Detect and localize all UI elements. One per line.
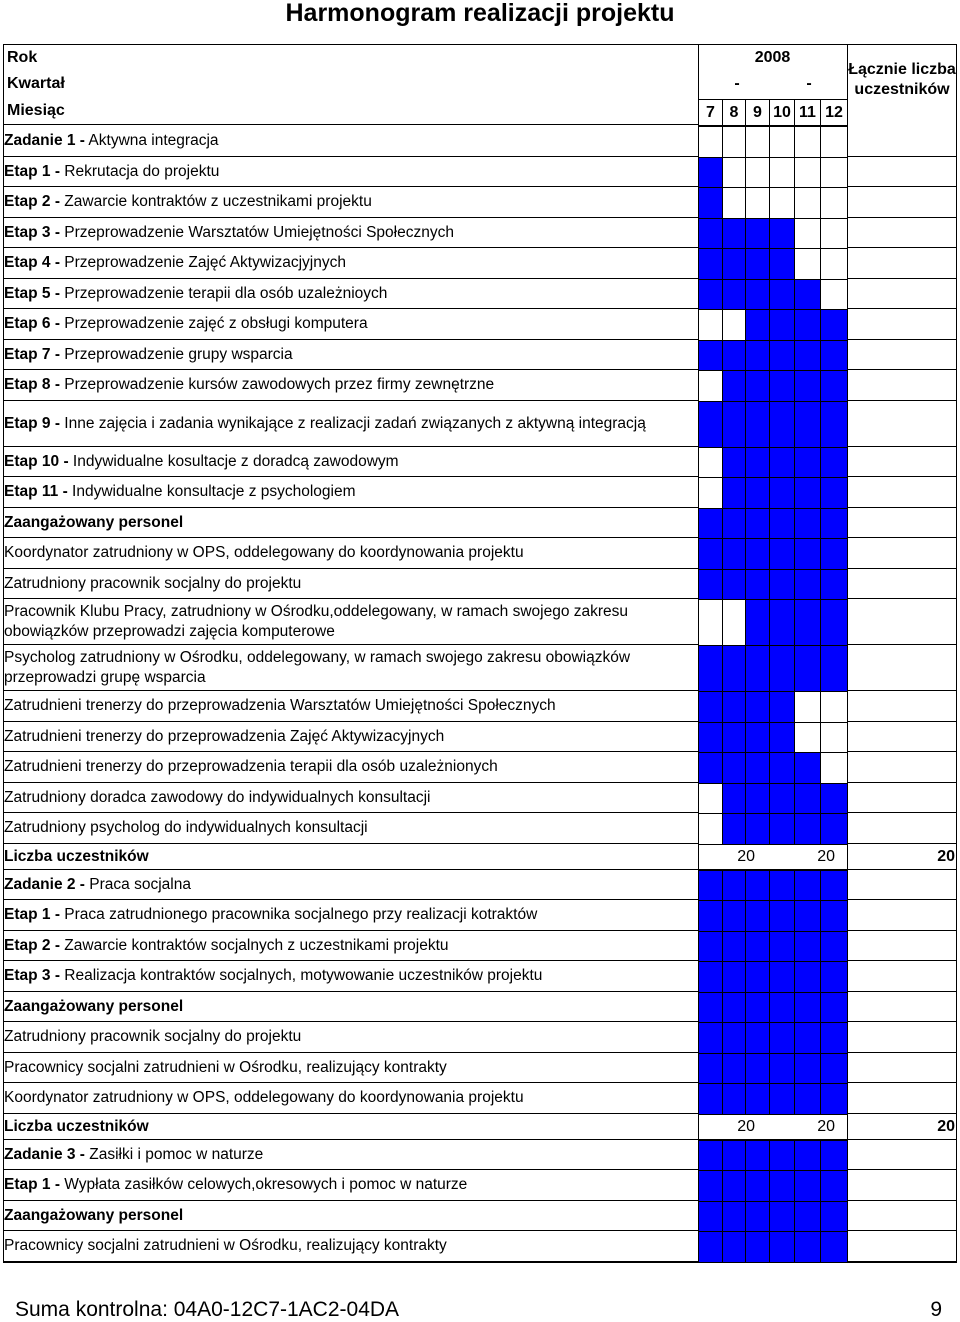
- schedule-cell: [698, 340, 723, 372]
- schedule-cell: [745, 538, 770, 570]
- schedule-cell: [769, 218, 795, 250]
- page-title: Harmonogram realizacji projektu: [285, 0, 675, 27]
- schedule-cell: [722, 722, 746, 754]
- schedule-cell: [698, 1140, 723, 1172]
- schedule-cell: [745, 477, 770, 509]
- schedule-cell: [794, 931, 821, 963]
- schedule-cell: [745, 508, 770, 540]
- year-value: 2008: [754, 49, 791, 66]
- schedule-cell: [820, 340, 848, 372]
- schedule-cell: [698, 1083, 723, 1115]
- schedule-cell: [698, 1053, 723, 1085]
- schedule-cell: [698, 992, 723, 1024]
- schedule-cell: [745, 722, 770, 754]
- schedule-cell: [769, 992, 795, 1024]
- schedule-cell: [698, 931, 723, 963]
- schedule-cell: [820, 1053, 848, 1085]
- schedule-cell: [722, 870, 746, 902]
- schedule-cell: [769, 599, 795, 646]
- schedule-cell: [794, 447, 821, 479]
- schedule-cell: [794, 1053, 821, 1085]
- schedule-cell: [820, 1022, 848, 1054]
- schedule-cell: [820, 309, 848, 341]
- row-label: Zatrudnieni trenerzy do przeprowadzenia Zajęć Aktywizacyjnych: [4, 727, 445, 745]
- schedule-cell: [745, 187, 770, 219]
- row-label: Etap 1 - Rekrutacja do projektu: [4, 162, 220, 180]
- schedule-cell: [820, 126, 848, 158]
- schedule-cell: [745, 992, 770, 1024]
- schedule-cell: [769, 508, 795, 540]
- schedule-cell: [722, 309, 746, 341]
- schedule-cell: [745, 691, 770, 723]
- schedule-cell: [820, 538, 848, 570]
- schedule-cell: [820, 813, 848, 845]
- schedule-cell: [722, 401, 746, 448]
- schedule-cell: [794, 126, 821, 158]
- schedule-cell: [745, 218, 770, 250]
- schedule-cell: [769, 722, 795, 754]
- schedule-cell: [769, 931, 795, 963]
- schedule-cell: [722, 370, 746, 402]
- schedule-cell: [769, 870, 795, 902]
- schedule-cell: [820, 447, 848, 479]
- schedule-cell: [722, 569, 746, 601]
- schedule-cell: [794, 508, 821, 540]
- schedule-cell: [745, 931, 770, 963]
- schedule-cell: [722, 931, 746, 963]
- schedule-cell: [769, 126, 795, 158]
- schedule-cell: [745, 1083, 770, 1115]
- schedule-cell: [722, 992, 746, 1024]
- schedule-cell: [769, 1022, 795, 1054]
- schedule-cell: [722, 1170, 746, 1202]
- schedule-cell: [820, 599, 848, 646]
- schedule-cell: [745, 1022, 770, 1054]
- month-11: 11: [794, 99, 821, 126]
- row-label: Etap 3 - Realizacja kontraktów socjalnych, motywowanie uczestników projektu: [4, 967, 543, 985]
- schedule-cell: [722, 477, 746, 509]
- schedule-cell: [769, 1231, 795, 1263]
- participants-value: 20: [737, 847, 755, 865]
- month-8: 8: [722, 99, 746, 126]
- schedule-cell: [769, 752, 795, 784]
- schedule-cell: [698, 900, 723, 932]
- participants-value: 20: [737, 1117, 755, 1135]
- schedule-cell: [722, 752, 746, 784]
- row-label: Liczba uczestników: [4, 1117, 149, 1135]
- schedule-cell: [722, 900, 746, 932]
- schedule-cell: [745, 870, 770, 902]
- schedule-cell: [794, 157, 821, 189]
- row-label: Pracownicy socjalni zatrudnieni w Ośrodku, realizujący kontrakty: [4, 1237, 447, 1255]
- schedule-cell: [745, 1053, 770, 1085]
- schedule-cell: [722, 813, 746, 845]
- schedule-cell: [794, 1083, 821, 1115]
- schedule-cell: [722, 187, 746, 219]
- schedule-cell: [698, 569, 723, 601]
- schedule-cell: [745, 248, 770, 280]
- row-label: Etap 2 - Zawarcie kontraktów socjalnych z uczestnikami projektu: [4, 936, 449, 954]
- schedule-cell: [745, 900, 770, 932]
- header-label: Miesiąc: [7, 102, 65, 119]
- row-label: Zaangażowany personel: [4, 513, 184, 531]
- schedule-cell: [794, 599, 821, 646]
- schedule-cell: [820, 783, 848, 815]
- schedule-cell: [722, 1231, 746, 1263]
- schedule-cell: [698, 279, 723, 311]
- schedule-cell: [698, 309, 723, 341]
- schedule-cell: [722, 961, 746, 993]
- schedule-cell: [698, 218, 723, 250]
- row-label: Zatrudniony pracownik socjalny do projektu: [4, 574, 302, 592]
- row-label: Zaangażowany personel: [4, 1206, 184, 1224]
- participants-value: 20: [817, 1117, 835, 1135]
- row-label: Zatrudniony psycholog do indywidualnych konsultacji: [4, 819, 368, 837]
- column-divider: [847, 44, 848, 1263]
- schedule-cell: [698, 961, 723, 993]
- schedule-cell: [820, 401, 848, 448]
- schedule-cell: [745, 157, 770, 189]
- schedule-cell: [769, 813, 795, 845]
- schedule-cell: [820, 508, 848, 540]
- schedule-cell: [769, 1140, 795, 1172]
- schedule-cell: [722, 447, 746, 479]
- schedule-cell: [769, 1083, 795, 1115]
- schedule-cell: [698, 599, 723, 646]
- schedule-cell: [722, 538, 746, 570]
- schedule-cell: [820, 961, 848, 993]
- schedule-cell: [794, 1170, 821, 1202]
- month-10: 10: [769, 99, 795, 126]
- row-label: Pracownik Klubu Pracy, zatrudniony w Ośrodku,oddelegowany, w ramach swojego zakresu obowiązków przeprowadzi zajęcia komputerowe: [4, 603, 629, 640]
- header-label: Rok: [7, 49, 38, 66]
- schedule-cell: [794, 813, 821, 845]
- month-9: 9: [745, 99, 770, 126]
- schedule-cell: [722, 783, 746, 815]
- row-label: Koordynator zatrudniony w OPS, oddelegowany do koordynowania projektu: [4, 544, 524, 562]
- schedule-cell: [698, 870, 723, 902]
- schedule-cell: [745, 961, 770, 993]
- row-label: Etap 10 - Indywidualne kosultacje z doradcą zawodowym: [4, 452, 399, 470]
- row-label: Etap 1 - Praca zatrudnionego pracownika socjalnego przy realizacji kotraktów: [4, 906, 538, 924]
- schedule-cell: [794, 1022, 821, 1054]
- row-label: Pracownicy socjalni zatrudnieni w Ośrodku, realizujący kontrakty: [4, 1058, 447, 1076]
- schedule-cell: [722, 157, 746, 189]
- schedule-cell: [745, 401, 770, 448]
- schedule-cell: [722, 1083, 746, 1115]
- schedule-cell: [794, 340, 821, 372]
- schedule-cell: [745, 599, 770, 646]
- schedule-cell: [769, 691, 795, 723]
- schedule-cell: [698, 813, 723, 845]
- schedule-cell: [769, 783, 795, 815]
- row-label: Zatrudniony doradca zawodowy do indywidualnych konsultacji: [4, 788, 431, 806]
- schedule-cell: [698, 447, 723, 479]
- schedule-cell: [794, 477, 821, 509]
- schedule-cell: [745, 279, 770, 311]
- schedule-cell: [820, 248, 848, 280]
- schedule-cell: [769, 157, 795, 189]
- schedule-cell: [745, 1140, 770, 1172]
- schedule-cell: [698, 1231, 723, 1263]
- row-label: Zadanie 1 - Aktywna integracja: [4, 132, 219, 150]
- schedule-cell: [698, 248, 723, 280]
- schedule-cell: [794, 900, 821, 932]
- row-label: Etap 4 - Przeprowadzenie Zajęć Aktywizacjyjnych: [4, 254, 346, 272]
- row-label: Zadanie 2 - Praca socjalna: [4, 875, 191, 893]
- column-divider: [698, 44, 699, 1263]
- schedule-cell: [820, 1083, 848, 1115]
- schedule-cell: [794, 218, 821, 250]
- schedule-cell: [794, 1201, 821, 1233]
- schedule-cell: [820, 477, 848, 509]
- schedule-cell: [745, 370, 770, 402]
- row-label: Etap 11 - Indywidualne konsultacje z psychologiem: [4, 483, 356, 501]
- schedule-cell: [722, 279, 746, 311]
- schedule-cell: [745, 1201, 770, 1233]
- page-number: 9: [930, 1298, 942, 1321]
- schedule-cell: [769, 447, 795, 479]
- schedule-cell: [722, 508, 746, 540]
- schedule-cell: [820, 645, 848, 692]
- schedule-cell: [698, 1201, 723, 1233]
- schedule-cell: [698, 752, 723, 784]
- schedule-cell: [820, 569, 848, 601]
- row-label: Etap 2 - Zawarcie kontraktów z uczestnikami projektu: [4, 193, 372, 211]
- schedule-cell: [794, 401, 821, 448]
- schedule-cell: [769, 538, 795, 570]
- row-label: Zatrudnieni trenerzy do przeprowadzenia Warsztatów Umiejętności Społecznych: [4, 697, 556, 715]
- schedule-cell: [820, 752, 848, 784]
- schedule-cell: [722, 1022, 746, 1054]
- schedule-cell: [794, 961, 821, 993]
- schedule-cell: [769, 1053, 795, 1085]
- schedule-cell: [820, 1140, 848, 1172]
- participants-total: 20: [937, 847, 955, 865]
- schedule-cell: [745, 645, 770, 692]
- schedule-cell: [722, 126, 746, 158]
- schedule-cell: [722, 1140, 746, 1172]
- row-label: Etap 8 - Przeprowadzenie kursów zawodowych przez firmy zewnętrzne: [4, 376, 495, 394]
- schedule-cell: [820, 1201, 848, 1233]
- participants-value: 20: [817, 847, 835, 865]
- schedule-cell: [769, 961, 795, 993]
- schedule-cell: [820, 900, 848, 932]
- schedule-cell: [722, 1201, 746, 1233]
- schedule-cell: [794, 1140, 821, 1172]
- schedule-cell: [769, 187, 795, 219]
- schedule-cell: [745, 783, 770, 815]
- schedule-cell: [722, 248, 746, 280]
- row-label: Zatrudniony pracownik socjalny do projektu: [4, 1028, 302, 1046]
- month-12: 12: [820, 99, 848, 126]
- schedule-cell: [769, 279, 795, 311]
- schedule-cell: [698, 401, 723, 448]
- schedule-cell: [820, 931, 848, 963]
- row-label: Liczba uczestników: [4, 847, 149, 865]
- schedule-cell: [769, 1170, 795, 1202]
- header-label: Kwartał: [7, 75, 65, 92]
- participants-total: 20: [937, 1117, 955, 1135]
- schedule-cell: [794, 783, 821, 815]
- schedule-cell: [820, 187, 848, 219]
- schedule-cell: [820, 157, 848, 189]
- month-7: 7: [698, 99, 723, 126]
- schedule-cell: [698, 477, 723, 509]
- schedule-cell: [745, 309, 770, 341]
- row-label: Psycholog zatrudniony w Ośrodku, oddelegowany, w ramach swojego zakresu obowiązków przeprowadzi grupę wsparcia: [4, 649, 631, 686]
- schedule-cell: [698, 722, 723, 754]
- schedule-cell: [698, 1022, 723, 1054]
- schedule-cell: [698, 126, 723, 158]
- schedule-cell: [745, 569, 770, 601]
- schedule-cell: [820, 370, 848, 402]
- schedule-cell: [769, 309, 795, 341]
- schedule-cell: [698, 538, 723, 570]
- schedule-cell: [722, 340, 746, 372]
- schedule-cell: [722, 691, 746, 723]
- row-label: Etap 3 - Przeprowadzenie Warsztatów Umiejętności Społecznych: [4, 223, 454, 241]
- row-label: Etap 7 - Przeprowadzenie grupy wsparcia: [4, 345, 293, 363]
- schedule-cell: [769, 477, 795, 509]
- schedule-cell: [722, 645, 746, 692]
- schedule-cell: [769, 401, 795, 448]
- row-label: Zatrudnieni trenerzy do przeprowadzenia terapii dla osób uzależnionych: [4, 758, 498, 776]
- schedule-cell: [794, 691, 821, 723]
- schedule-cell: [794, 187, 821, 219]
- schedule-cell: [794, 248, 821, 280]
- schedule-cell: [794, 645, 821, 692]
- schedule-cell: [722, 1053, 746, 1085]
- schedule-cell: [769, 340, 795, 372]
- schedule-cell: [794, 309, 821, 341]
- schedule-cell: [820, 1170, 848, 1202]
- schedule-cell: [794, 992, 821, 1024]
- row-label: Etap 5 - Przeprowadzenie terapii dla osób uzależnioych: [4, 284, 388, 302]
- row-label: Zaangażowany personel: [4, 997, 184, 1015]
- schedule-cell: [698, 691, 723, 723]
- schedule-cell: [698, 370, 723, 402]
- row-label: Etap 1 - Wypłata zasiłków celowych,okresowych i pomoc w naturze: [4, 1176, 468, 1194]
- total-participants-header: Łącznie liczba uczestników: [848, 61, 956, 98]
- row-label: Zadanie 3 - Zasiłki i pomoc w naturze: [4, 1145, 264, 1163]
- schedule-cell: [769, 569, 795, 601]
- schedule-cell: [745, 126, 770, 158]
- schedule-cell: [794, 279, 821, 311]
- schedule-cell: [745, 1231, 770, 1263]
- schedule-cell: [745, 340, 770, 372]
- schedule-cell: [698, 645, 723, 692]
- schedule-cell: [698, 508, 723, 540]
- schedule-cell: [820, 218, 848, 250]
- schedule-cell: [820, 691, 848, 723]
- checksum-text: Suma kontrolna: 04A0-12C7-1AC2-04DA: [15, 1298, 400, 1321]
- schedule-cell: [769, 248, 795, 280]
- schedule-cell: [820, 722, 848, 754]
- schedule-cell: [794, 752, 821, 784]
- schedule-cell: [769, 370, 795, 402]
- row-label: Etap 6 - Przeprowadzenie zajęć z obsługi komputera: [4, 315, 368, 333]
- schedule-cell: [722, 599, 746, 646]
- schedule-cell: [698, 157, 723, 189]
- schedule-cell: [745, 447, 770, 479]
- schedule-cell: [820, 870, 848, 902]
- quarter-value: -: [806, 75, 812, 92]
- schedule-cell: [745, 813, 770, 845]
- schedule-cell: [794, 722, 821, 754]
- schedule-cell: [698, 187, 723, 219]
- schedule-cell: [769, 645, 795, 692]
- schedule-cell: [794, 538, 821, 570]
- schedule-cell: [820, 1231, 848, 1263]
- schedule-cell: [745, 752, 770, 784]
- schedule-cell: [820, 279, 848, 311]
- schedule-cell: [794, 870, 821, 902]
- row-label: Etap 9 - Inne zajęcia i zadania wynikające z realizacji zadań związanych z aktywną integracją: [4, 414, 646, 432]
- schedule-cell: [820, 992, 848, 1024]
- schedule-cell: [698, 783, 723, 815]
- row-label: Koordynator zatrudniony w OPS, oddelegowany do koordynowania projektu: [4, 1089, 524, 1107]
- schedule-cell: [769, 1201, 795, 1233]
- schedule-cell: [794, 370, 821, 402]
- schedule-cell: [745, 1170, 770, 1202]
- schedule-cell: [722, 218, 746, 250]
- quarter-value: -: [734, 75, 740, 92]
- schedule-cell: [769, 900, 795, 932]
- schedule-cell: [794, 569, 821, 601]
- schedule-cell: [698, 1170, 723, 1202]
- schedule-cell: [794, 1231, 821, 1263]
